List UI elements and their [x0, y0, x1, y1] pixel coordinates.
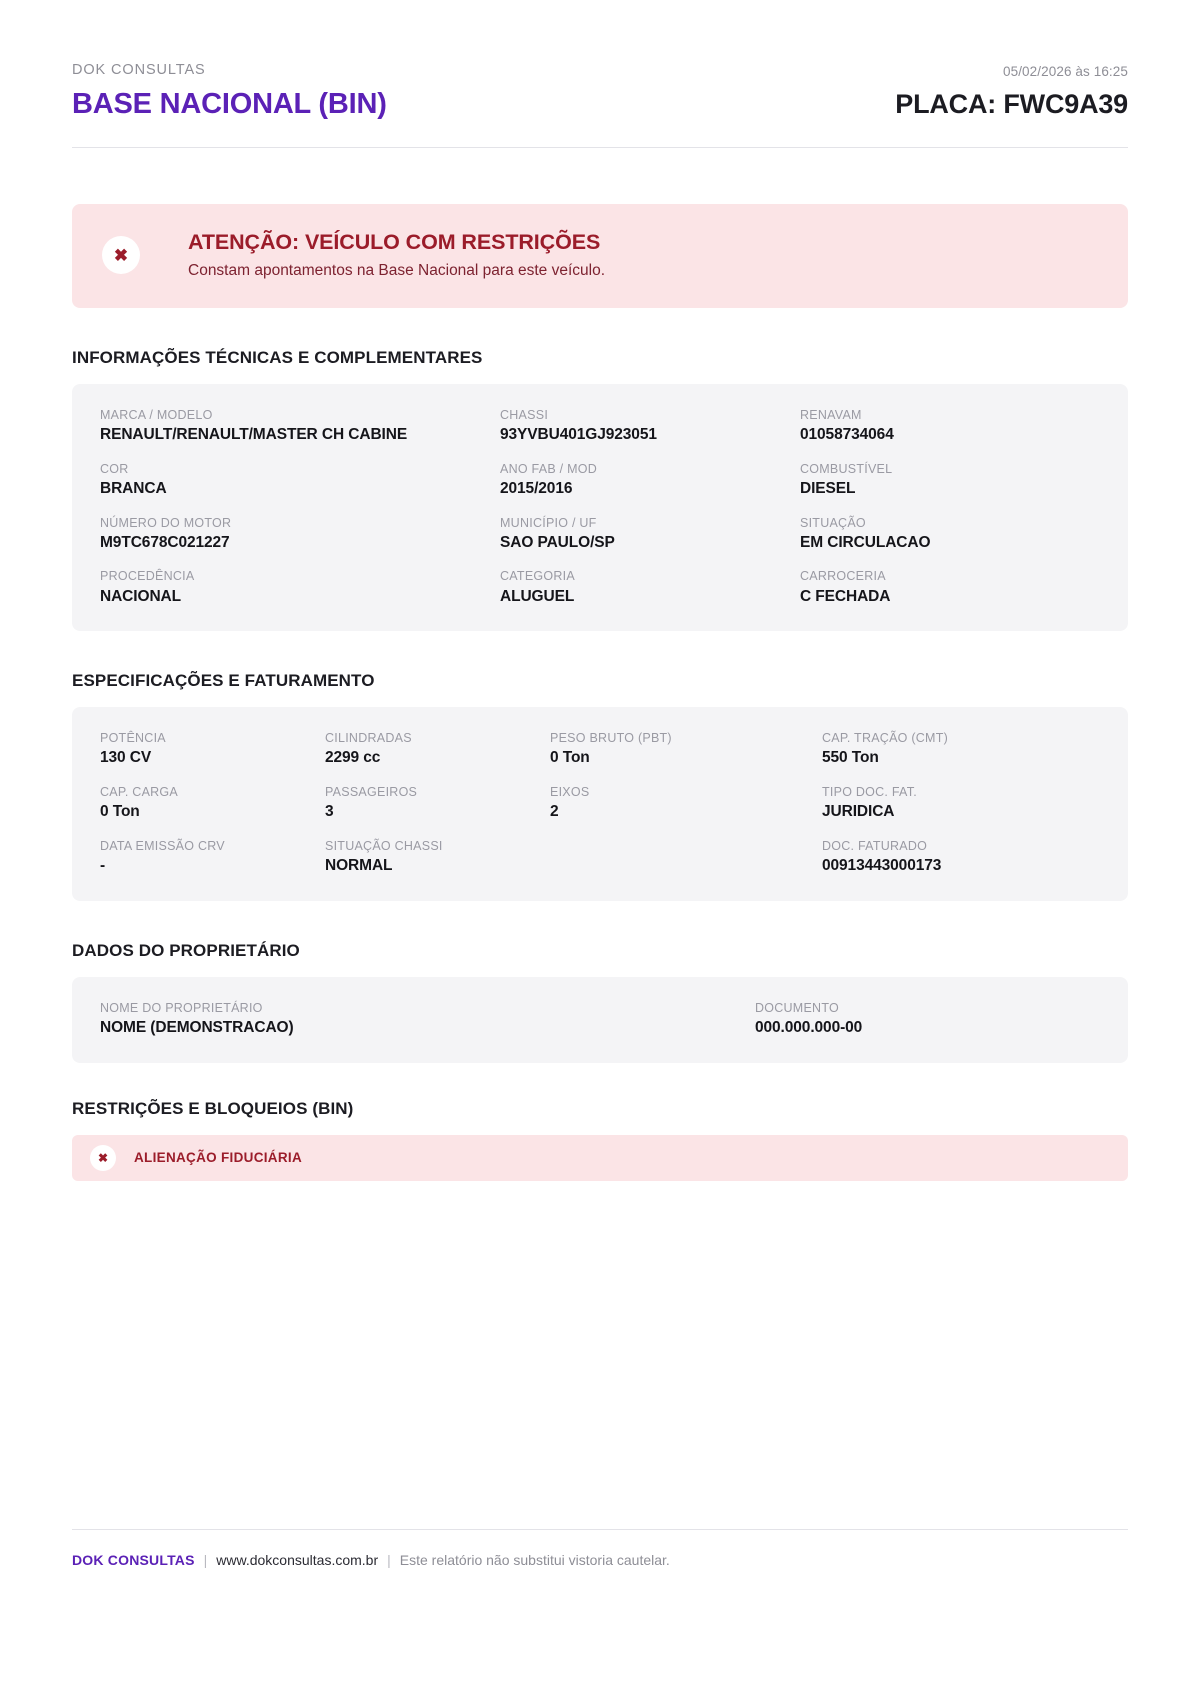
page-title: BASE NACIONAL (BIN) — [72, 88, 387, 120]
field-value: 00913443000173 — [822, 857, 942, 874]
field-label: PASSAGEIROS — [325, 785, 418, 800]
field-label: EIXOS — [550, 785, 590, 800]
specs-card — [72, 707, 1128, 900]
field-combustivel — [800, 460, 1100, 500]
field-ano-fab-mod — [500, 460, 800, 500]
field-value: 550 Ton — [822, 749, 879, 767]
header-divider — [72, 147, 1128, 148]
section-title-restrictions: RESTRIÇÕES E BLOQUEIOS (BIN) — [72, 1098, 354, 1118]
field-label: CAP. CARGA — [100, 785, 178, 800]
owner-card — [72, 977, 1128, 1063]
field-label: COR — [100, 461, 129, 476]
field-cilindradas — [325, 729, 550, 769]
restriction-label: ALIENAÇÃO FIDUCIÁRIA — [134, 1150, 302, 1165]
field-label: NÚMERO DO MOTOR — [100, 515, 232, 530]
report-timestamp: 05/02/2026 às 16:25 — [1002, 64, 1128, 79]
field-numero-motor — [100, 514, 500, 554]
report-header — [72, 0, 1128, 148]
x-mark-icon: ✖ — [90, 1145, 116, 1171]
header-title-row — [72, 88, 1128, 121]
field-value: M9TC678C021227 — [100, 533, 230, 551]
field-value: 2015/2016 — [500, 479, 573, 497]
footer-separator-1: | — [203, 1552, 208, 1568]
field-data-emissao-crv — [100, 837, 325, 877]
field-chassi — [500, 406, 800, 446]
footer-url[interactable]: www.dokconsultas.com.br — [216, 1552, 379, 1568]
field-value: DIESEL — [800, 479, 856, 497]
field-label: DOC. FATURADO — [822, 838, 928, 853]
field-value: ALUGUEL — [500, 587, 575, 605]
field-situacao-chassi — [325, 837, 550, 877]
field-value: 0 Ton — [550, 749, 590, 767]
field-label: DATA EMISSÃO CRV — [100, 838, 225, 853]
field-value: 3 — [325, 803, 334, 821]
field-marca-modelo — [100, 406, 500, 446]
footer-separator-2: | — [387, 1552, 391, 1568]
field-situacao — [800, 514, 1100, 554]
owner-grid — [100, 999, 1100, 1039]
section-title-owner: DADOS DO PROPRIETÁRIO — [72, 940, 300, 960]
technical-info-card — [72, 384, 1128, 631]
field-value: 93YVBU401GJ923051 — [500, 426, 657, 444]
field-procedencia — [100, 567, 500, 607]
alert-text-group — [166, 230, 605, 280]
field-value: NACIONAL — [100, 587, 181, 605]
footer-brand: DOK CONSULTAS — [72, 1552, 195, 1568]
footer-line — [72, 1552, 1128, 1568]
field-value: 2299 cc — [325, 749, 381, 767]
restriction-alert-banner — [72, 204, 1128, 308]
field-peso-bruto — [550, 729, 822, 769]
field-label: CARROCERIA — [800, 569, 886, 584]
field-label: ANO FAB / MOD — [500, 461, 598, 476]
field-value: RENAULT/RENAULT/MASTER CH CABINE — [100, 426, 408, 444]
field-label: CHASSI — [500, 408, 549, 422]
field-label: COMBUSTÍVEL — [800, 461, 893, 476]
plate-label: PLACA: — [895, 89, 997, 119]
field-passageiros — [325, 783, 550, 823]
field-label: MUNICÍPIO / UF — [500, 515, 597, 530]
field-label: PROCEDÊNCIA — [100, 569, 195, 584]
field-value: 000.000.000-00 — [755, 1018, 863, 1036]
field-cap-tracao — [822, 729, 1100, 769]
alert-title: ATENÇÃO: VEÍCULO COM RESTRIÇÕES — [188, 230, 601, 254]
field-value: 0 Ton — [100, 803, 140, 821]
plate-value: FWC9A39 — [1003, 89, 1128, 119]
specs-grid — [100, 729, 1100, 876]
field-value: NORMAL — [325, 857, 393, 874]
field-label: SITUAÇÃO — [800, 515, 866, 530]
field-label: CATEGORIA — [500, 569, 575, 584]
restriction-item — [72, 1135, 1128, 1181]
brand-eyebrow: DOK CONSULTAS — [72, 62, 206, 78]
field-value: BRANCA — [100, 479, 167, 497]
field-documento — [755, 999, 1100, 1039]
field-nome-proprietario — [100, 999, 755, 1039]
field-categoria — [500, 567, 800, 607]
field-value: EM CIRCULACAO — [800, 533, 931, 551]
field-label: TIPO DOC. FAT. — [822, 785, 917, 800]
technical-info-grid — [100, 406, 1100, 607]
footer-disclaimer: Este relatório não substitui vistoria cautelar. — [399, 1552, 670, 1568]
x-mark-icon: ✖ — [102, 236, 140, 274]
field-potencia — [100, 729, 325, 769]
field-value: SAO PAULO/SP — [500, 533, 615, 551]
alert-subtitle: Constam apontamentos na Base Nacional para este veículo. — [188, 262, 606, 279]
header-top-row — [72, 62, 1128, 79]
field-cor — [100, 460, 500, 500]
field-renavam — [800, 406, 1100, 446]
field-value: JURIDICA — [822, 803, 895, 821]
field-value: 01058734064 — [800, 426, 894, 444]
field-municipio-uf — [500, 514, 800, 554]
field-label: NOME DO PROPRIETÁRIO — [100, 1000, 263, 1015]
field-label: CILINDRADAS — [325, 731, 412, 746]
field-label: DOCUMENTO — [755, 1000, 839, 1015]
field-tipo-doc-fat — [822, 783, 1100, 823]
field-doc-faturado — [822, 837, 1100, 877]
field-value: 130 CV — [100, 749, 152, 767]
field-eixos — [550, 783, 822, 823]
section-title-technical: INFORMAÇÕES TÉCNICAS E COMPLEMENTARES — [72, 348, 483, 367]
report-footer — [72, 1529, 1128, 1696]
field-spacer — [550, 837, 822, 877]
field-label: MARCA / MODELO — [100, 408, 213, 422]
plate-display — [895, 89, 1128, 120]
field-cap-carga — [100, 783, 325, 823]
field-label: CAP. TRAÇÃO (CMT) — [822, 731, 949, 746]
footer-divider — [72, 1529, 1128, 1530]
field-label: POTÊNCIA — [100, 731, 166, 746]
field-carroceria — [800, 567, 1100, 607]
field-value: NOME (DEMONSTRACAO) — [100, 1018, 294, 1036]
field-value: - — [100, 857, 106, 874]
field-value: 2 — [550, 803, 559, 821]
field-value: C FECHADA — [800, 587, 891, 605]
field-label: PESO BRUTO (PBT) — [550, 731, 672, 746]
field-label: RENAVAM — [800, 408, 862, 422]
section-title-specs: ESPECIFICAÇÕES E FATURAMENTO — [72, 671, 375, 691]
field-label: SITUAÇÃO CHASSI — [325, 838, 443, 853]
